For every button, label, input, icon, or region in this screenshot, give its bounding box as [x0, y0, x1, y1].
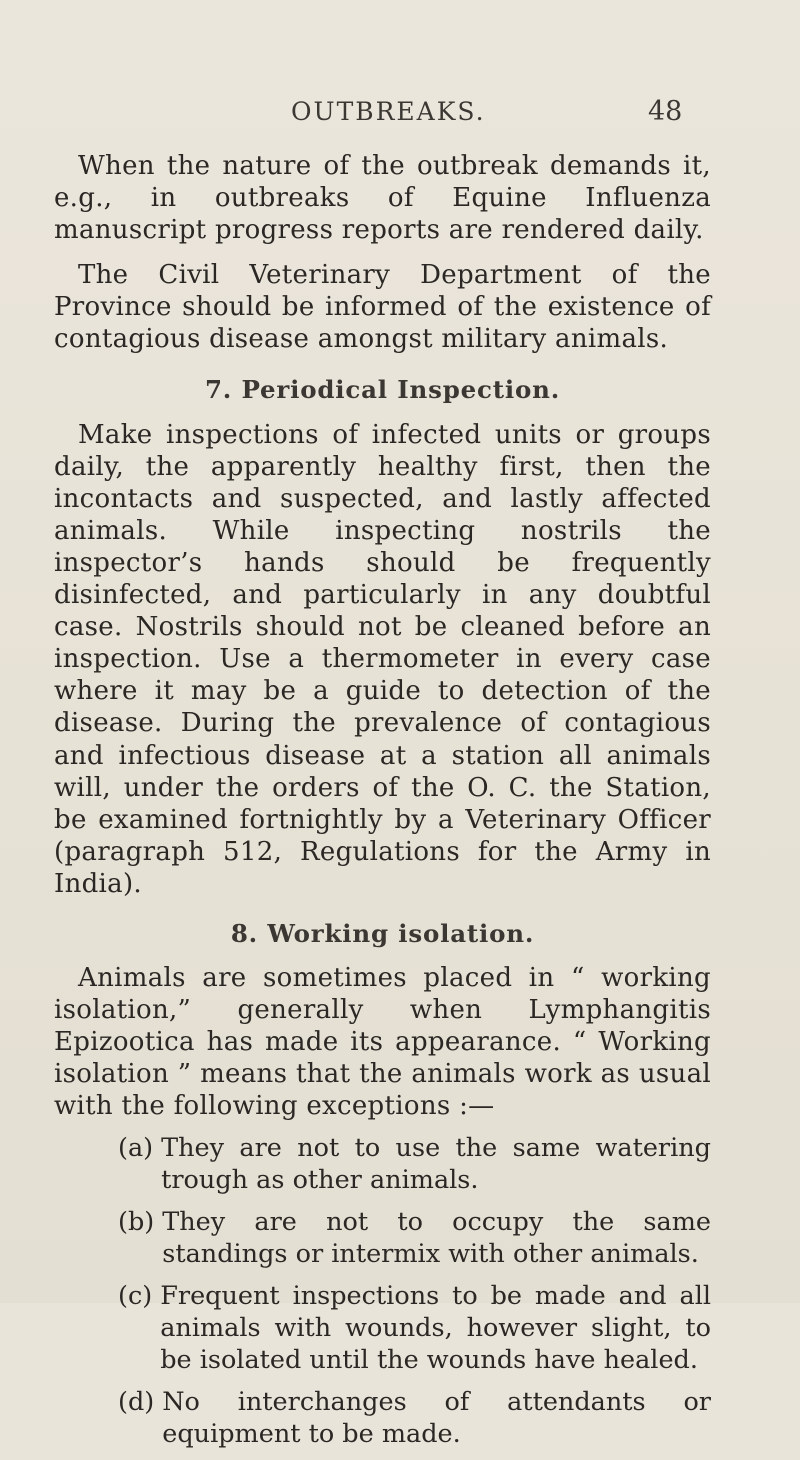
list-item-text: They are not to occupy the same standings or intermix with other animals. — [162, 1207, 711, 1270]
paragraph-outbreak-reports: When the nature of the outbreak demands it, e.g., in outbreaks of Equine Influenza manuscript progress reports are rendered daily. — [54, 151, 711, 246]
paragraph-working-isolation: Animals are sometimes placed in “ working isolation,” generally when Lymphangitis Epizootica has made its appearance. “ Working isolation ” means that the animals work as usual with the following exceptions :— — [54, 962, 711, 1122]
section-heading-working-isolation: 8. Working isolation. — [230, 918, 535, 948]
list-item — [54, 1206, 711, 1270]
list-item-label: (d) — [118, 1387, 155, 1418]
list-item — [54, 1132, 711, 1196]
exceptions-list — [54, 1132, 711, 1450]
list-item-label: (c) — [118, 1281, 153, 1312]
list-item-label: (a) — [118, 1133, 154, 1164]
page-number: 48 — [648, 96, 683, 127]
list-item — [54, 1280, 711, 1376]
list-item-text: They are not to use the same watering trough as other animals. — [161, 1133, 711, 1196]
page-body — [54, 150, 711, 1460]
paragraph-civil-department: The Civil Veterinary Department of the Province should be informed of the existence of contagious disease amongst military animals. — [54, 260, 711, 355]
list-item-text: No interchanges of attendants or equipment to be made. — [162, 1387, 711, 1450]
page-header — [0, 97, 800, 137]
list-item-label: (b) — [118, 1207, 155, 1238]
list-item — [54, 1386, 711, 1450]
running-head: OUTBREAKS. — [291, 97, 486, 126]
list-item-text: Frequent inspections to be made and all animals with wounds, however slight, to be isolated until the wounds have healed. — [160, 1281, 711, 1376]
paragraph-periodical-inspection: Make inspections of infected units or groups daily, the apparently healthy first, then the incontacts and suspected, and lastly affected animals. While inspecting nostrils the inspector’s hands should be frequently disinfected, and particularly in any doubtful case. Nostrils should not be cleaned before an inspection. Use a thermometer in every case where it may be a guide to detection of the disease. During the prevalence of contagious and infectious disease at a station all animals will, under the orders of the O. C. the Station, be examined fortnightly by a Veterinary Officer (paragraph 512, Regulations for the Army in India). — [54, 419, 711, 899]
section-heading-periodical-inspection: 7. Periodical Inspection. — [204, 374, 561, 404]
